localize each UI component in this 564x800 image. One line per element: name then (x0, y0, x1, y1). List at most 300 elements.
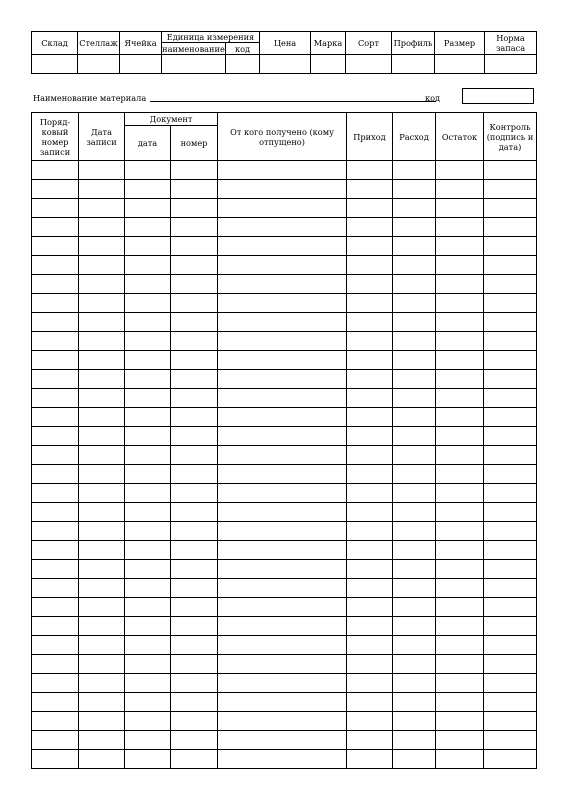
ledger-cell[interactable] (79, 408, 125, 427)
ledger-cell[interactable] (125, 465, 171, 484)
ledger-cell[interactable] (79, 636, 125, 655)
ledger-cell[interactable] (436, 655, 484, 674)
ledger-cell[interactable] (436, 750, 484, 769)
ledger-cell[interactable] (125, 237, 171, 256)
ledger-cell[interactable] (436, 275, 484, 294)
ledger-cell[interactable] (484, 636, 537, 655)
ledger-cell[interactable] (347, 693, 393, 712)
ledger-cell[interactable] (171, 522, 218, 541)
ledger-cell[interactable] (79, 465, 125, 484)
ledger-cell[interactable] (484, 560, 537, 579)
ledger-cell[interactable] (79, 275, 125, 294)
ledger-cell[interactable] (347, 256, 393, 275)
ledger-cell[interactable] (125, 427, 171, 446)
ledger-cell[interactable] (32, 199, 79, 218)
ledger-cell[interactable] (218, 313, 347, 332)
ledger-cell[interactable] (79, 503, 125, 522)
ledger-cell[interactable] (484, 427, 537, 446)
ledger-cell[interactable] (171, 161, 218, 180)
ledger-cell[interactable] (32, 598, 79, 617)
ledger-cell[interactable] (218, 294, 347, 313)
ledger-cell[interactable] (171, 541, 218, 560)
ledger-cell[interactable] (218, 655, 347, 674)
ledger-cell[interactable] (79, 237, 125, 256)
ledger-cell[interactable] (125, 313, 171, 332)
cell-unit-code[interactable] (226, 55, 260, 74)
ledger-cell[interactable] (484, 199, 537, 218)
ledger-cell[interactable] (484, 674, 537, 693)
ledger-cell[interactable] (347, 655, 393, 674)
ledger-cell[interactable] (171, 427, 218, 446)
ledger-cell[interactable] (218, 427, 347, 446)
ledger-cell[interactable] (218, 693, 347, 712)
ledger-cell[interactable] (393, 636, 436, 655)
ledger-cell[interactable] (79, 161, 125, 180)
ledger-cell[interactable] (347, 351, 393, 370)
ledger-cell[interactable] (347, 731, 393, 750)
ledger-cell[interactable] (32, 446, 79, 465)
ledger-cell[interactable] (393, 579, 436, 598)
ledger-cell[interactable] (79, 674, 125, 693)
ledger-cell[interactable] (171, 389, 218, 408)
ledger-cell[interactable] (393, 617, 436, 636)
ledger-cell[interactable] (436, 389, 484, 408)
ledger-cell[interactable] (436, 199, 484, 218)
ledger-cell[interactable] (347, 598, 393, 617)
ledger-cell[interactable] (171, 256, 218, 275)
ledger-cell[interactable] (484, 332, 537, 351)
ledger-cell[interactable] (218, 275, 347, 294)
ledger-cell[interactable] (125, 199, 171, 218)
ledger-cell[interactable] (436, 408, 484, 427)
ledger-cell[interactable] (125, 332, 171, 351)
ledger-cell[interactable] (32, 275, 79, 294)
ledger-cell[interactable] (484, 161, 537, 180)
ledger-cell[interactable] (484, 218, 537, 237)
ledger-cell[interactable] (484, 313, 537, 332)
ledger-cell[interactable] (218, 218, 347, 237)
ledger-cell[interactable] (171, 218, 218, 237)
ledger-cell[interactable] (171, 693, 218, 712)
ledger-cell[interactable] (347, 750, 393, 769)
ledger-cell[interactable] (218, 541, 347, 560)
ledger-cell[interactable] (347, 712, 393, 731)
ledger-cell[interactable] (484, 446, 537, 465)
ledger-cell[interactable] (125, 522, 171, 541)
ledger-cell[interactable] (125, 180, 171, 199)
ledger-cell[interactable] (171, 598, 218, 617)
ledger-cell[interactable] (32, 408, 79, 427)
ledger-cell[interactable] (32, 655, 79, 674)
ledger-cell[interactable] (436, 560, 484, 579)
ledger-cell[interactable] (436, 693, 484, 712)
ledger-cell[interactable] (32, 503, 79, 522)
ledger-cell[interactable] (484, 712, 537, 731)
ledger-cell[interactable] (436, 370, 484, 389)
ledger-cell[interactable] (171, 446, 218, 465)
ledger-cell[interactable] (347, 218, 393, 237)
ledger-cell[interactable] (484, 693, 537, 712)
ledger-cell[interactable] (171, 465, 218, 484)
ledger-cell[interactable] (125, 484, 171, 503)
ledger-cell[interactable] (79, 750, 125, 769)
ledger-cell[interactable] (32, 370, 79, 389)
ledger-cell[interactable] (347, 389, 393, 408)
ledger-cell[interactable] (171, 408, 218, 427)
ledger-cell[interactable] (171, 750, 218, 769)
ledger-cell[interactable] (79, 370, 125, 389)
ledger-cell[interactable] (436, 180, 484, 199)
ledger-cell[interactable] (484, 598, 537, 617)
ledger-cell[interactable] (32, 294, 79, 313)
ledger-cell[interactable] (218, 332, 347, 351)
ledger-cell[interactable] (393, 351, 436, 370)
ledger-cell[interactable] (32, 484, 79, 503)
ledger-cell[interactable] (32, 579, 79, 598)
ledger-cell[interactable] (393, 598, 436, 617)
ledger-cell[interactable] (125, 560, 171, 579)
material-code-field[interactable] (462, 88, 534, 104)
ledger-cell[interactable] (171, 579, 218, 598)
ledger-cell[interactable] (484, 617, 537, 636)
ledger-cell[interactable] (171, 332, 218, 351)
ledger-cell[interactable] (347, 579, 393, 598)
ledger-cell[interactable] (218, 598, 347, 617)
ledger-cell[interactable] (393, 218, 436, 237)
ledger-cell[interactable] (218, 560, 347, 579)
ledger-cell[interactable] (218, 446, 347, 465)
ledger-cell[interactable] (393, 256, 436, 275)
ledger-cell[interactable] (32, 180, 79, 199)
ledger-cell[interactable] (484, 275, 537, 294)
ledger-cell[interactable] (218, 351, 347, 370)
ledger-cell[interactable] (125, 370, 171, 389)
ledger-cell[interactable] (484, 408, 537, 427)
cell-norm[interactable] (485, 55, 537, 74)
ledger-cell[interactable] (347, 617, 393, 636)
ledger-cell[interactable] (171, 370, 218, 389)
ledger-cell[interactable] (32, 674, 79, 693)
ledger-cell[interactable] (171, 655, 218, 674)
ledger-cell[interactable] (79, 199, 125, 218)
ledger-cell[interactable] (484, 370, 537, 389)
ledger-cell[interactable] (347, 484, 393, 503)
ledger-cell[interactable] (171, 731, 218, 750)
ledger-cell[interactable] (393, 693, 436, 712)
ledger-cell[interactable] (79, 446, 125, 465)
ledger-cell[interactable] (218, 161, 347, 180)
ledger-cell[interactable] (393, 275, 436, 294)
ledger-cell[interactable] (125, 389, 171, 408)
ledger-cell[interactable] (436, 598, 484, 617)
ledger-cell[interactable] (436, 503, 484, 522)
ledger-cell[interactable] (171, 294, 218, 313)
ledger-cell[interactable] (32, 712, 79, 731)
ledger-cell[interactable] (171, 275, 218, 294)
ledger-cell[interactable] (171, 674, 218, 693)
ledger-cell[interactable] (347, 313, 393, 332)
ledger-cell[interactable] (436, 161, 484, 180)
ledger-cell[interactable] (32, 560, 79, 579)
ledger-cell[interactable] (79, 256, 125, 275)
ledger-cell[interactable] (79, 712, 125, 731)
ledger-cell[interactable] (393, 731, 436, 750)
ledger-cell[interactable] (125, 503, 171, 522)
ledger-cell[interactable] (393, 484, 436, 503)
ledger-cell[interactable] (347, 446, 393, 465)
cell-stellazh[interactable] (78, 55, 120, 74)
ledger-cell[interactable] (436, 712, 484, 731)
ledger-cell[interactable] (393, 237, 436, 256)
ledger-cell[interactable] (218, 484, 347, 503)
ledger-cell[interactable] (125, 636, 171, 655)
ledger-cell[interactable] (32, 731, 79, 750)
ledger-cell[interactable] (32, 522, 79, 541)
ledger-cell[interactable] (347, 180, 393, 199)
ledger-cell[interactable] (171, 313, 218, 332)
ledger-cell[interactable] (436, 446, 484, 465)
material-name-field[interactable] (150, 101, 436, 102)
ledger-cell[interactable] (393, 750, 436, 769)
ledger-cell[interactable] (347, 332, 393, 351)
ledger-cell[interactable] (393, 294, 436, 313)
ledger-cell[interactable] (436, 256, 484, 275)
ledger-cell[interactable] (436, 541, 484, 560)
ledger-cell[interactable] (393, 332, 436, 351)
ledger-cell[interactable] (436, 313, 484, 332)
cell-price[interactable] (260, 55, 311, 74)
ledger-cell[interactable] (218, 256, 347, 275)
ledger-cell[interactable] (79, 294, 125, 313)
ledger-cell[interactable] (436, 579, 484, 598)
ledger-cell[interactable] (347, 503, 393, 522)
ledger-cell[interactable] (32, 218, 79, 237)
ledger-cell[interactable] (125, 294, 171, 313)
ledger-cell[interactable] (79, 351, 125, 370)
ledger-cell[interactable] (393, 674, 436, 693)
ledger-cell[interactable] (171, 484, 218, 503)
ledger-cell[interactable] (32, 389, 79, 408)
ledger-cell[interactable] (347, 237, 393, 256)
ledger-cell[interactable] (393, 541, 436, 560)
ledger-cell[interactable] (393, 465, 436, 484)
ledger-cell[interactable] (218, 389, 347, 408)
ledger-cell[interactable] (171, 503, 218, 522)
ledger-cell[interactable] (218, 180, 347, 199)
ledger-cell[interactable] (393, 408, 436, 427)
ledger-cell[interactable] (347, 522, 393, 541)
ledger-cell[interactable] (347, 370, 393, 389)
ledger-cell[interactable] (393, 389, 436, 408)
ledger-cell[interactable] (79, 218, 125, 237)
ledger-cell[interactable] (125, 731, 171, 750)
ledger-cell[interactable] (125, 351, 171, 370)
ledger-cell[interactable] (79, 541, 125, 560)
ledger-cell[interactable] (171, 180, 218, 199)
ledger-cell[interactable] (393, 180, 436, 199)
ledger-cell[interactable] (436, 731, 484, 750)
ledger-cell[interactable] (125, 218, 171, 237)
ledger-cell[interactable] (218, 636, 347, 655)
ledger-cell[interactable] (347, 636, 393, 655)
ledger-cell[interactable] (125, 598, 171, 617)
ledger-cell[interactable] (218, 750, 347, 769)
ledger-cell[interactable] (125, 541, 171, 560)
ledger-cell[interactable] (436, 484, 484, 503)
ledger-cell[interactable] (436, 294, 484, 313)
ledger-cell[interactable] (125, 617, 171, 636)
ledger-cell[interactable] (393, 161, 436, 180)
ledger-cell[interactable] (125, 161, 171, 180)
cell-marka[interactable] (311, 55, 346, 74)
ledger-cell[interactable] (171, 560, 218, 579)
ledger-cell[interactable] (32, 617, 79, 636)
ledger-cell[interactable] (347, 560, 393, 579)
ledger-cell[interactable] (171, 636, 218, 655)
ledger-cell[interactable] (347, 161, 393, 180)
ledger-cell[interactable] (484, 294, 537, 313)
ledger-cell[interactable] (32, 332, 79, 351)
ledger-cell[interactable] (125, 275, 171, 294)
ledger-cell[interactable] (218, 503, 347, 522)
ledger-cell[interactable] (393, 560, 436, 579)
ledger-cell[interactable] (393, 522, 436, 541)
ledger-cell[interactable] (79, 655, 125, 674)
ledger-cell[interactable] (218, 712, 347, 731)
cell-sklad[interactable] (32, 55, 78, 74)
ledger-cell[interactable] (484, 522, 537, 541)
ledger-cell[interactable] (484, 237, 537, 256)
ledger-cell[interactable] (125, 712, 171, 731)
ledger-cell[interactable] (436, 465, 484, 484)
ledger-cell[interactable] (125, 256, 171, 275)
ledger-cell[interactable] (79, 598, 125, 617)
ledger-cell[interactable] (171, 351, 218, 370)
ledger-cell[interactable] (393, 199, 436, 218)
ledger-cell[interactable] (218, 522, 347, 541)
ledger-cell[interactable] (79, 617, 125, 636)
ledger-cell[interactable] (125, 693, 171, 712)
ledger-cell[interactable] (32, 237, 79, 256)
ledger-cell[interactable] (393, 655, 436, 674)
ledger-cell[interactable] (484, 389, 537, 408)
ledger-cell[interactable] (218, 465, 347, 484)
ledger-cell[interactable] (347, 294, 393, 313)
ledger-cell[interactable] (484, 465, 537, 484)
ledger-cell[interactable] (393, 446, 436, 465)
cell-yacheika[interactable] (120, 55, 162, 74)
ledger-cell[interactable] (79, 180, 125, 199)
ledger-cell[interactable] (347, 199, 393, 218)
ledger-cell[interactable] (218, 370, 347, 389)
ledger-cell[interactable] (436, 617, 484, 636)
ledger-cell[interactable] (218, 579, 347, 598)
ledger-cell[interactable] (79, 389, 125, 408)
ledger-cell[interactable] (32, 541, 79, 560)
ledger-cell[interactable] (32, 161, 79, 180)
ledger-cell[interactable] (484, 180, 537, 199)
ledger-cell[interactable] (436, 332, 484, 351)
ledger-cell[interactable] (171, 237, 218, 256)
ledger-cell[interactable] (347, 275, 393, 294)
ledger-cell[interactable] (218, 408, 347, 427)
ledger-cell[interactable] (32, 351, 79, 370)
cell-unit-name[interactable] (162, 55, 226, 74)
ledger-cell[interactable] (171, 199, 218, 218)
ledger-cell[interactable] (32, 636, 79, 655)
ledger-cell[interactable] (436, 237, 484, 256)
ledger-cell[interactable] (484, 503, 537, 522)
ledger-cell[interactable] (32, 313, 79, 332)
ledger-cell[interactable] (171, 712, 218, 731)
ledger-cell[interactable] (347, 541, 393, 560)
ledger-cell[interactable] (218, 674, 347, 693)
ledger-cell[interactable] (218, 237, 347, 256)
ledger-cell[interactable] (79, 522, 125, 541)
ledger-cell[interactable] (79, 693, 125, 712)
ledger-cell[interactable] (484, 256, 537, 275)
ledger-cell[interactable] (171, 617, 218, 636)
ledger-cell[interactable] (436, 636, 484, 655)
ledger-cell[interactable] (347, 408, 393, 427)
ledger-cell[interactable] (218, 199, 347, 218)
ledger-cell[interactable] (79, 484, 125, 503)
ledger-cell[interactable] (347, 427, 393, 446)
ledger-cell[interactable] (393, 712, 436, 731)
cell-profile[interactable] (392, 55, 435, 74)
ledger-cell[interactable] (393, 313, 436, 332)
ledger-cell[interactable] (79, 427, 125, 446)
ledger-cell[interactable] (484, 655, 537, 674)
ledger-cell[interactable] (125, 655, 171, 674)
ledger-cell[interactable] (436, 674, 484, 693)
ledger-cell[interactable] (436, 427, 484, 446)
ledger-cell[interactable] (32, 427, 79, 446)
cell-sort[interactable] (346, 55, 392, 74)
ledger-cell[interactable] (484, 731, 537, 750)
ledger-cell[interactable] (125, 446, 171, 465)
ledger-cell[interactable] (393, 503, 436, 522)
ledger-cell[interactable] (393, 427, 436, 446)
ledger-cell[interactable] (484, 351, 537, 370)
ledger-cell[interactable] (32, 465, 79, 484)
ledger-cell[interactable] (32, 693, 79, 712)
cell-size[interactable] (435, 55, 485, 74)
ledger-cell[interactable] (347, 674, 393, 693)
ledger-cell[interactable] (347, 465, 393, 484)
ledger-cell[interactable] (79, 731, 125, 750)
ledger-cell[interactable] (79, 560, 125, 579)
ledger-cell[interactable] (218, 731, 347, 750)
ledger-cell[interactable] (436, 522, 484, 541)
ledger-cell[interactable] (32, 750, 79, 769)
ledger-cell[interactable] (79, 579, 125, 598)
ledger-cell[interactable] (125, 579, 171, 598)
ledger-cell[interactable] (79, 332, 125, 351)
ledger-cell[interactable] (484, 484, 537, 503)
ledger-cell[interactable] (484, 579, 537, 598)
ledger-cell[interactable] (393, 370, 436, 389)
ledger-cell[interactable] (484, 750, 537, 769)
ledger-cell[interactable] (125, 674, 171, 693)
ledger-cell[interactable] (218, 617, 347, 636)
ledger-cell[interactable] (125, 750, 171, 769)
ledger-cell[interactable] (484, 541, 537, 560)
ledger-cell[interactable] (436, 351, 484, 370)
ledger-cell[interactable] (79, 313, 125, 332)
ledger-cell[interactable] (125, 408, 171, 427)
ledger-cell[interactable] (436, 218, 484, 237)
